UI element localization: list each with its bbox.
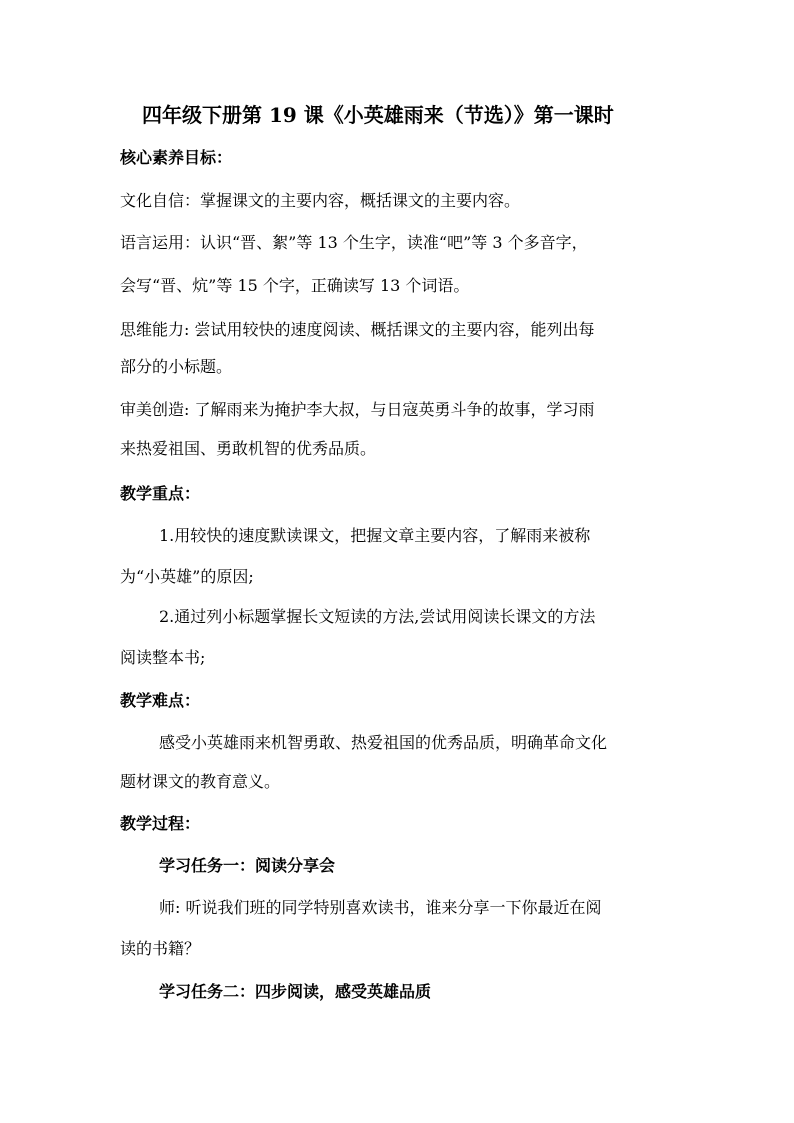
key-points-heading: 教学重点： (120, 484, 201, 503)
culture-goal: 文化自信：掌握课文的主要内容，概括课文的主要内容。 (120, 191, 521, 210)
thinking-goal-line-1: 思维能力: 尝试用较快的速度阅读、概括课文的主要内容，能列出每 (120, 320, 595, 339)
key-point-2-line-2: 阅读整本书; (120, 648, 206, 667)
key-point-1-line-1: 1.用较快的速度默读课文，把握文章主要内容，了解雨来被称 (159, 526, 591, 545)
task-2-heading: 学习任务二：四步阅读，感受英雄品质 (159, 982, 432, 1001)
aesthetic-goal-line-2: 来热爱祖国、勇敢机智的优秀品质。 (120, 439, 377, 458)
task-1-heading: 学习任务一：阅读分享会 (159, 856, 336, 875)
task-1-line-1: 师: 听说我们班的同学特别喜欢读书，谁来分享一下你最近在阅 (159, 898, 602, 917)
teaching-process-heading: 教学过程： (120, 814, 201, 833)
difficult-point-line-1: 感受小英雄雨来机智勇敢、热爱祖国的优秀品质，明确革命文化 (159, 733, 608, 752)
difficult-point-line-2: 题材课文的教育意义。 (120, 772, 281, 791)
aesthetic-goal-line-1: 审美创造: 了解雨来为掩护李大叔，与日寇英勇斗争的故事，学习雨 (120, 400, 595, 419)
thinking-goal-line-2: 部分的小标题。 (120, 357, 233, 376)
key-point-2-line-1: 2.通过列小标题掌握长文短读的方法,尝试用阅读长课文的方法 (159, 607, 596, 626)
language-goal-line-1: 语言运用：认识“晋、絮”等 13 个生字，读准“吧”等 3 个多音字， (120, 233, 588, 252)
task-1-line-2: 读的书籍？ (120, 939, 201, 958)
key-point-1-line-2: 为“小英雄”的原因; (120, 567, 254, 586)
document-title: 四年级下册第 19 课《小英雄雨来（节选）》第一课时 (142, 103, 614, 127)
core-literacy-heading: 核心素养目标： (120, 148, 233, 167)
language-goal-line-2: 会写“晋、炕”等 15 个字，正确读写 13 个词语。 (120, 276, 470, 295)
difficult-points-heading: 教学难点： (120, 691, 201, 710)
